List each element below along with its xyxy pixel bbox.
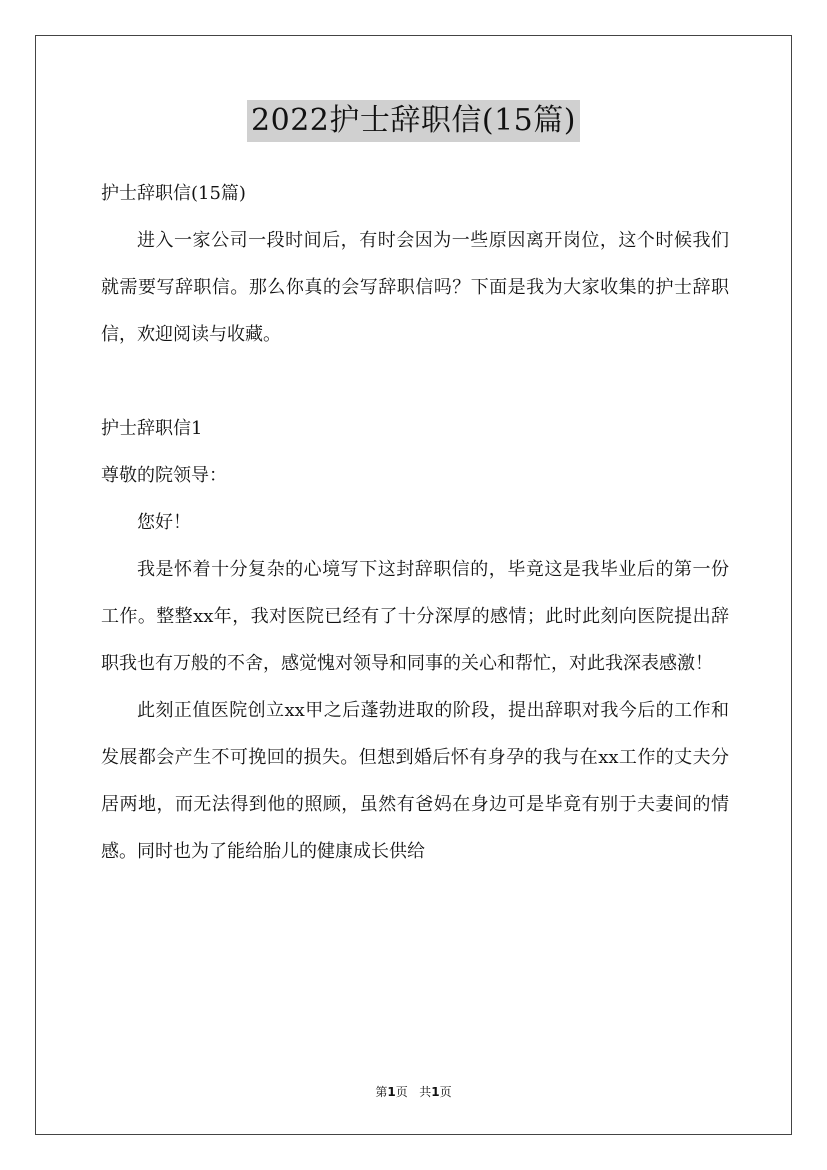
total-pages: 1 — [431, 1085, 440, 1099]
letter-greeting: 您好！ — [137, 512, 191, 533]
letter-paragraph: 我是怀着十分复杂的心境写下这封辞职信的，毕竟这是我毕业后的第一份工作。整整xx年，我对医院已经有了十分深厚的感情；此时此刻向医院提出辞职我也有万般的不舍，感觉愧对领导和同事的关心和帮忙，对此我深表感激！ — [101, 559, 729, 674]
page-footer — [0, 1084, 827, 1100]
page-label-prefix: 第 — [375, 1085, 388, 1099]
page-number: 1 — [387, 1085, 396, 1099]
section-spacer — [101, 358, 729, 405]
letter-heading: 护士辞职信1 — [101, 418, 203, 439]
total-label-suffix: 页 — [439, 1085, 452, 1099]
page-label-suffix: 页 — [395, 1085, 408, 1099]
document-subtitle: 护士辞职信(15篇) — [101, 183, 246, 204]
total-label-prefix: 共 — [419, 1085, 432, 1099]
intro-paragraph: 进入一家公司一段时间后，有时会因为一些原因离开岗位，这个时候我们就需要写辞职信。那么你真的会写辞职信吗？下面是我为大家收集的护士辞职信，欢迎阅读与收藏。 — [101, 230, 729, 345]
title-area — [0, 100, 827, 142]
document-body — [101, 170, 729, 875]
document-title: 2022护士辞职信(15篇) — [247, 100, 580, 142]
letter-salutation: 尊敬的院领导： — [101, 465, 227, 486]
letter-paragraph: 此刻正值医院创立xx甲之后蓬勃进取的阶段，提出辞职对我今后的工作和发展都会产生不可挽回的损失。但想到婚后怀有身孕的我与在xx工作的丈夫分居两地，而无法得到他的照顾，虽然有爸妈在身边可是毕竟有别于夫妻间的情感。同时也为了能给胎儿的健康成长供给 — [101, 700, 729, 862]
